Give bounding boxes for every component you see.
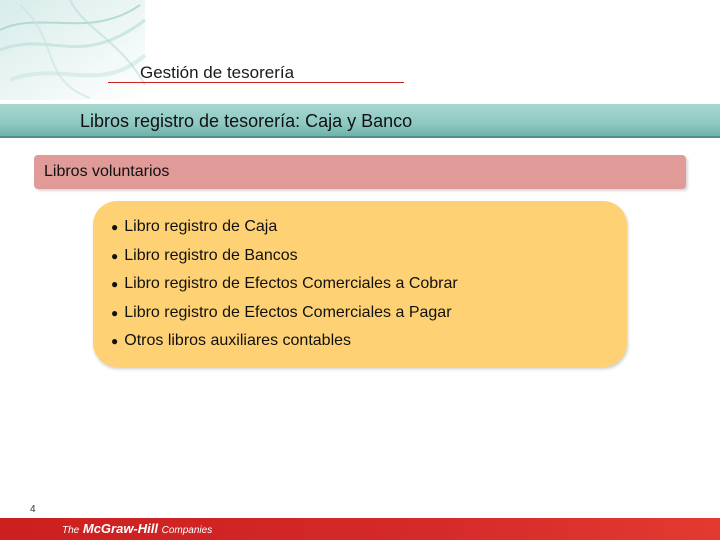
list-item-text: Libro registro de Caja	[124, 218, 278, 235]
section-title: Libros registro de tesorería: Caja y Banco	[80, 111, 413, 131]
bullet-icon: ●	[111, 305, 119, 320]
page-number: 4	[30, 504, 36, 515]
logo-suffix: Companies	[161, 525, 213, 536]
group-bar	[34, 155, 686, 189]
bullet-icon: ●	[111, 277, 119, 291]
list-item-text: Otros libros auxiliares contables	[124, 332, 352, 349]
list-item	[111, 303, 458, 332]
list-item	[111, 274, 458, 303]
swirl-graphic	[0, 0, 150, 100]
logo-brand: McGraw-Hill	[82, 521, 158, 536]
bullet-icon: ●	[111, 248, 119, 263]
logo-the: The	[62, 525, 80, 536]
bullet-icon: ●	[111, 220, 119, 234]
list-item	[111, 217, 458, 246]
page-title: Gestión de tesorería	[108, 62, 404, 83]
list-item	[111, 246, 458, 275]
list-item-text: Libro registro de Efectos Comerciales a Cobrar	[124, 275, 458, 292]
list-item-text: Libro registro de Efectos Comerciales a Pagar	[124, 303, 452, 321]
list-item-text: Libro registro de Bancos	[124, 246, 298, 264]
item-list	[111, 217, 458, 360]
mcgraw-hill-logo	[62, 520, 212, 540]
bullet-icon: ●	[111, 334, 119, 348]
group-label: Libros voluntarios	[44, 163, 170, 180]
content-panel	[93, 201, 627, 367]
footer-bar	[0, 518, 720, 540]
list-item	[111, 331, 458, 360]
